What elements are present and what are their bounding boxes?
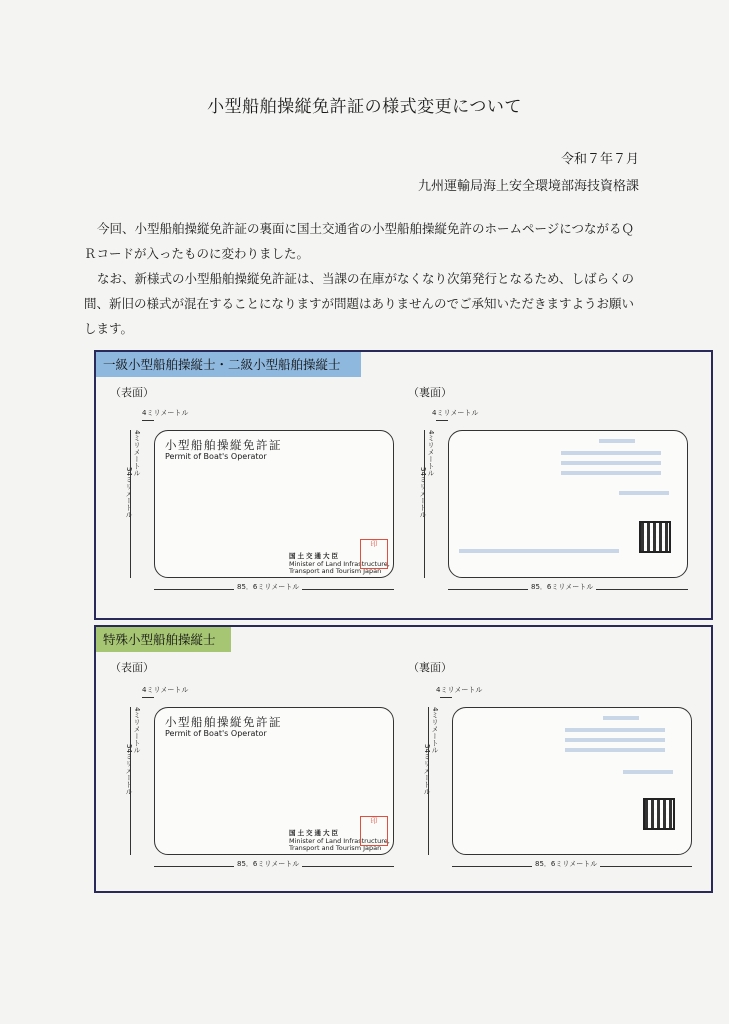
qr-code-icon <box>643 798 675 830</box>
height-dimension: 54ミリメートル <box>125 467 133 518</box>
issue-date: 令和７年７月 <box>560 152 639 167</box>
width-dimension: 85．6ミリメートル <box>234 582 302 592</box>
minister-en-1: Minister of Land Infrastructure, <box>289 837 390 845</box>
faint-text <box>619 491 669 495</box>
card-back <box>452 707 692 855</box>
card-title: 小型船舶操縦免許証 <box>165 715 282 729</box>
dimension-line <box>142 420 154 421</box>
faint-text <box>603 716 639 720</box>
faint-text <box>565 748 665 752</box>
height-line <box>130 707 131 855</box>
paragraph-2: なお、新様式の小型船舶操縦免許証は、当課の在庫がなくなり次第発行となるため、しばらくの間、新旧の様式が混在することになりますが問題はありませんのでご承知いただきますようお願いします。 <box>84 271 635 336</box>
back-side-label: （裏面） <box>408 661 452 674</box>
width-dimension: 85．6ミリメートル <box>532 859 600 869</box>
section-special <box>94 625 713 893</box>
minister-en-2: Transport and Tourism Japan <box>289 567 382 575</box>
margin-dimension-vertical: 4ミリメートル <box>133 430 141 477</box>
height-dimension: 54ミリメートル <box>419 467 427 518</box>
page-title: 小型船舶操縦免許証の様式変更について <box>207 97 522 117</box>
official-seal-icon: 印 <box>360 816 388 846</box>
card-front <box>154 707 394 855</box>
margin-dimension: 4ミリメートル <box>142 686 189 694</box>
official-seal-icon: 印 <box>360 539 388 569</box>
height-dimension: 54ミリメートル <box>125 744 133 795</box>
margin-dimension-vertical: 4ミリメートル <box>431 707 439 754</box>
height-line <box>428 707 429 855</box>
width-dimension: 85．6ミリメートル <box>234 859 302 869</box>
section-label: 特殊小型船舶操縦士 <box>96 627 231 652</box>
faint-text <box>561 471 661 475</box>
minister-name: 国土交通大臣 <box>289 552 340 560</box>
issuing-department: 九州運輸局海上安全環境部海技資格課 <box>417 179 639 194</box>
faint-text <box>561 461 661 465</box>
width-dimension: 85．6ミリメートル <box>528 582 596 592</box>
card-title: 小型船舶操縦免許証 <box>165 438 282 452</box>
card-subtitle: Permit of Boat's Operator <box>165 729 267 738</box>
dimension-line <box>142 697 154 698</box>
faint-text <box>561 451 661 455</box>
faint-text <box>599 439 635 443</box>
dimension-line <box>436 420 448 421</box>
height-line <box>130 430 131 578</box>
card-front <box>154 430 394 578</box>
margin-dimension-vertical: 4ミリメートル <box>133 707 141 754</box>
front-side-label: （表面） <box>110 386 154 399</box>
margin-dimension: 4ミリメートル <box>432 409 479 417</box>
faint-text <box>459 549 619 553</box>
dimension-line <box>440 697 452 698</box>
margin-dimension-vertical: 4ミリメートル <box>427 430 435 477</box>
front-side-label: （表面） <box>110 661 154 674</box>
margin-dimension: 4ミリメートル <box>436 686 483 694</box>
height-dimension: 54ミリメートル <box>423 744 431 795</box>
paragraph-1: 今回、小型船舶操縦免許証の裏面に国土交通省の小型船舶操縦免許のホームページにつながるＱＲコードが入ったものに変わりました。 <box>84 221 635 261</box>
minister-en-2: Transport and Tourism Japan <box>289 844 382 852</box>
faint-text <box>565 738 665 742</box>
section-label: 一級小型船舶操縦士・二級小型船舶操縦士 <box>96 352 361 377</box>
faint-text <box>565 728 665 732</box>
section-class1-class2 <box>94 350 713 620</box>
minister-en-1: Minister of Land Infrastructure, <box>289 560 390 568</box>
card-back <box>448 430 688 578</box>
minister-name: 国土交通大臣 <box>289 829 340 837</box>
qr-code-icon <box>639 521 671 553</box>
height-line <box>424 430 425 578</box>
faint-text <box>623 770 673 774</box>
card-subtitle: Permit of Boat's Operator <box>165 452 267 461</box>
margin-dimension: 4ミリメートル <box>142 409 189 417</box>
back-side-label: （裏面） <box>408 386 452 399</box>
